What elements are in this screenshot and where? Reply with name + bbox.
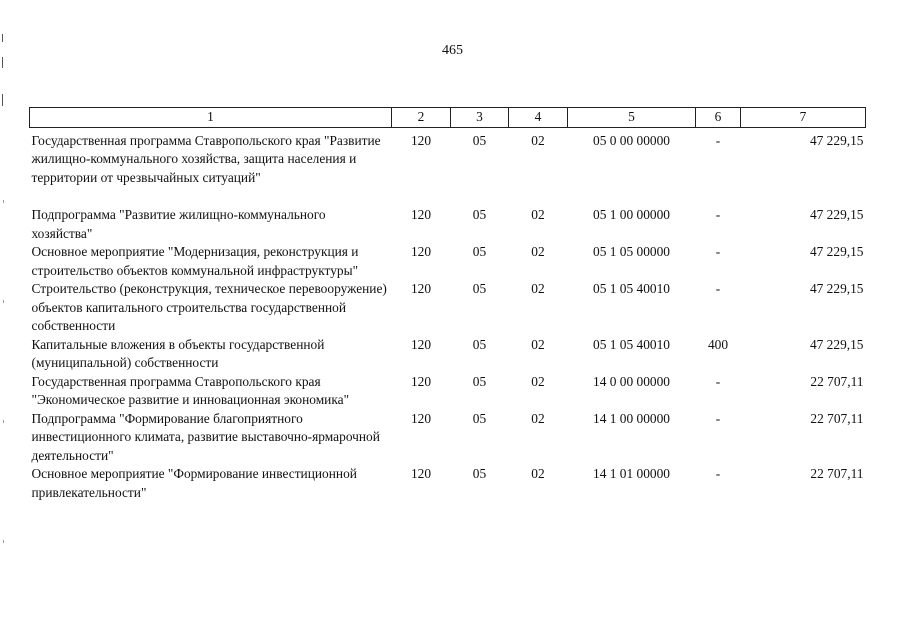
table-row: [30, 127, 866, 187]
row-col-2: 120: [410, 373, 432, 389]
spacer-cell: [30, 187, 866, 206]
row-col-5: 05 1 05 40010: [593, 336, 670, 352]
table-header: [30, 108, 866, 128]
scan-edge-dot: [3, 200, 4, 203]
spacer-row: [30, 187, 866, 206]
row-col-3: 05: [472, 281, 487, 296]
row-name: Строительство (реконструкция, техническое перевооружение) объектов капитального строительства государственной собственности: [31, 281, 387, 333]
table-row: [30, 280, 866, 336]
scan-edge-mark: [2, 34, 3, 42]
scan-edge-dot: [3, 420, 4, 423]
row-col-6: -: [715, 132, 721, 148]
header-col-1: 1: [30, 108, 392, 128]
row-amount: 22 707,11: [810, 410, 864, 426]
row-col-5: 05 0 00 00000: [593, 132, 670, 148]
row-col-5: 14 1 01 00000: [593, 466, 670, 481]
row-col-4: 02: [531, 207, 545, 222]
row-col-2: 120: [410, 336, 432, 352]
row-col-6: -: [715, 410, 721, 426]
header-row: [30, 108, 866, 128]
row-col-6: -: [715, 244, 721, 259]
row-name: Государственная программа Ставропольского края "Экономическое развитие и инновационная экономика": [31, 373, 350, 407]
row-col-4: 02: [531, 281, 545, 296]
row-name: Подпрограмма "Развитие жилищно-коммунального хозяйства": [31, 207, 326, 241]
row-col-2: 120: [410, 281, 432, 296]
page-number: 465: [442, 43, 463, 58]
row-col-3: 05: [472, 132, 487, 148]
row-amount: 47 229,15: [809, 336, 864, 352]
row-col-5: 05 1 05 00000: [593, 244, 670, 259]
row-amount: 47 229,15: [809, 207, 864, 222]
scan-edge-mark: [2, 94, 3, 106]
row-col-6: -: [715, 207, 721, 222]
table-body: [30, 127, 866, 502]
row-amount: 47 229,15: [809, 281, 864, 296]
row-name: Основное мероприятие "Формирование инвестиционной привлекательности": [31, 466, 357, 500]
row-amount: 22 707,11: [810, 466, 864, 481]
row-name: Основное мероприятие "Модернизация, реконструкция и строительство объектов коммунальной инфраструктуры": [31, 244, 359, 278]
row-col-2: 120: [410, 132, 432, 148]
row-col-4: 02: [531, 244, 545, 259]
row-col-3: 05: [472, 207, 487, 222]
header-col-5: 5: [568, 108, 696, 128]
header-col-6: 6: [696, 108, 741, 128]
row-col-4: 02: [531, 410, 545, 426]
row-col-5: 05 1 05 40010: [593, 281, 670, 296]
row-amount: 47 229,15: [809, 244, 864, 259]
row-col-2: 120: [410, 410, 432, 426]
row-name: Подпрограмма "Формирование благоприятного инвестиционного климата, развитие выставочно-ярмарочной деятельности": [31, 410, 380, 463]
row-col-6: -: [715, 281, 721, 296]
header-col-4: 4: [509, 108, 568, 128]
budget-table: [29, 107, 866, 502]
row-col-4: 02: [531, 336, 545, 352]
row-col-5: 14 0 00 00000: [593, 373, 670, 389]
row-name: Капитальные вложения в объекты государственной (муниципальной) собственности: [31, 336, 325, 370]
header-col-7: 7: [741, 108, 866, 128]
table-row: [30, 206, 866, 243]
row-col-4: 02: [531, 132, 545, 148]
row-col-2: 120: [410, 244, 432, 259]
table-row: [30, 373, 866, 410]
row-col-2: 120: [410, 466, 432, 481]
row-name: Государственная программа Ставропольского края "Развитие жилищно-коммунального хозяйства, защита населения и территории от чрезвычайных ситуаций": [31, 132, 381, 185]
table-row: [30, 243, 866, 280]
header-col-3: 3: [451, 108, 509, 128]
row-col-4: 02: [531, 373, 545, 389]
row-col-6: -: [715, 373, 721, 389]
row-col-5: 14 1 00 00000: [593, 410, 670, 426]
row-col-3: 05: [472, 336, 487, 352]
row-col-6: 400: [707, 336, 729, 352]
scan-edge-dot: [3, 540, 4, 543]
table-row: [30, 410, 866, 466]
header-col-2: 2: [392, 108, 451, 128]
scan-edge-dot: [3, 300, 4, 303]
row-col-5: 05 1 00 00000: [593, 207, 670, 222]
row-col-3: 05: [472, 466, 487, 481]
row-col-3: 05: [472, 373, 487, 389]
table-row: [30, 336, 866, 373]
table-row: [30, 465, 866, 502]
row-col-2: 120: [410, 207, 432, 222]
row-col-3: 05: [472, 410, 487, 426]
row-col-4: 02: [531, 466, 545, 481]
row-col-6: -: [715, 466, 721, 481]
row-amount: 47 229,15: [809, 132, 864, 148]
row-amount: 22 707,11: [810, 373, 864, 389]
row-col-3: 05: [472, 244, 487, 259]
